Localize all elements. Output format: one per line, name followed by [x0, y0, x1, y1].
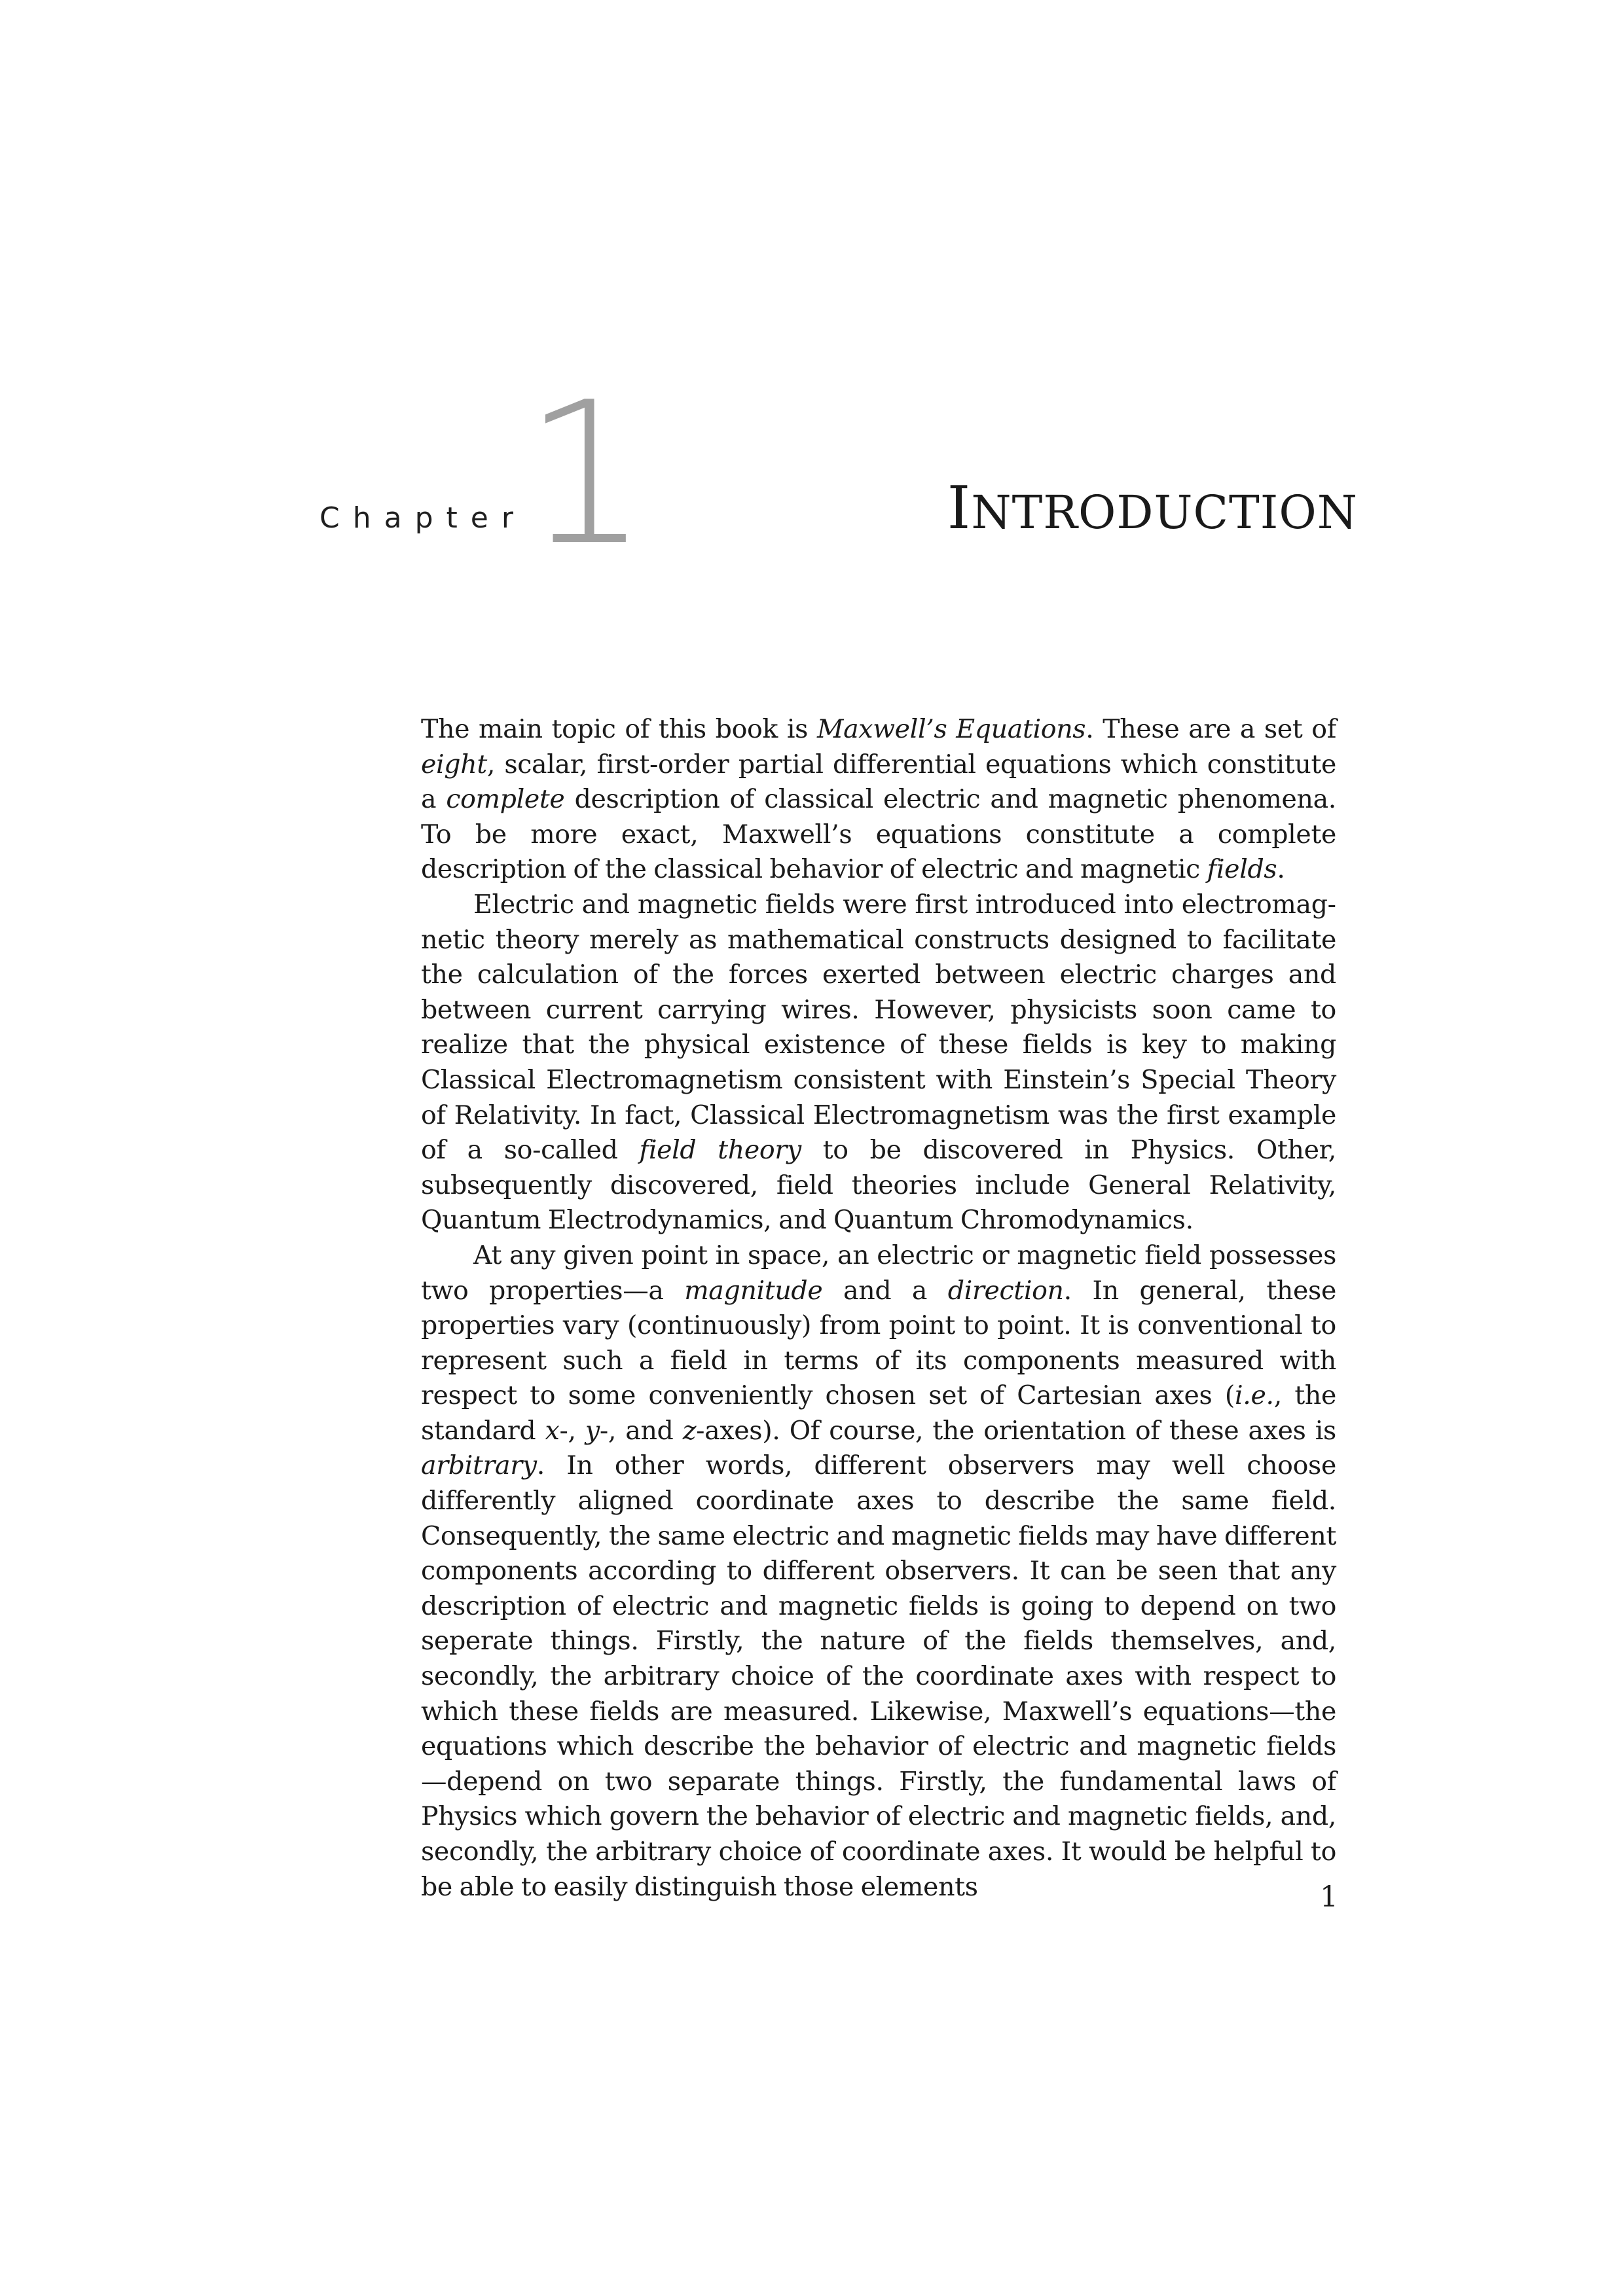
- emphasis: arbitrary: [421, 1450, 537, 1481]
- emphasis: eight: [421, 749, 487, 780]
- page-number: 1: [1320, 1880, 1338, 1914]
- body-text: [421, 712, 1336, 1905]
- paragraph-2: [421, 888, 1336, 1238]
- chapter-label: Chapter: [319, 501, 526, 535]
- text-run: .: [1277, 854, 1285, 885]
- math-variable: z: [682, 1415, 697, 1446]
- emphasis: magnitude: [684, 1275, 823, 1306]
- text-run: -, and: [599, 1415, 683, 1446]
- text-run: -axes). Of course, the orientation of these axes is: [696, 1415, 1336, 1446]
- emphasis: Maxwell’s Equations: [816, 714, 1086, 744]
- emphasis: field theory: [639, 1135, 801, 1166]
- emphasis: direction: [947, 1275, 1064, 1306]
- text-run: , the standard: [421, 1380, 1336, 1446]
- paragraph-3: [421, 1238, 1336, 1905]
- emphasis: complete: [446, 784, 565, 815]
- text-run: At any given point in space, an electric or magnetic field possesses two properties—a: [421, 1240, 1336, 1306]
- chapter-title-initial: I: [947, 474, 972, 543]
- text-run: . These are a set of: [1085, 714, 1336, 744]
- text-run: -,: [559, 1415, 585, 1446]
- emphasis: i.e.: [1234, 1380, 1274, 1411]
- text-run: and a: [822, 1275, 948, 1306]
- text-run: description of classical electric and magnetic phenomena. To be more exact, Maxwell’s equations constitute a complete description of the classical behavior of electric and magnetic: [421, 784, 1337, 885]
- text-run: The main topic of this book is: [421, 714, 817, 744]
- text-run: . In other words, different observers may well choose differently aligned coordinate axes to describe the same field. Consequently, the same electric and magnetic fields may have different components according to different observers. It can be seen that any description of electric and magnetic fields is going to depend on two seperate things. Firstly, the nature of the fields themselves, and, secondly, the arbitrary choice of the coordinate axes with respect to which these fields are measured. Likewise, Maxwell’s equations—the equations which describe the behavior of electric and magnetic fields—depend on two separate things. Firstly, the fundamental laws of Physics which govern the behavior of electric and magnetic fields, and, secondly, the arbitrary choice of coordinate axes. It would be helpful to be able to easily distinguish those elements: [421, 1450, 1336, 1902]
- text-run: . In general, these properties vary (continuously) from point to point. It is conventional to represent such a field in terms of its components measured with respect to some conveniently chosen set of Cartesian axes (: [421, 1275, 1336, 1411]
- paragraph-1: [421, 712, 1336, 888]
- chapter-title: [947, 474, 1358, 543]
- text-run: Electric and magnetic fields were first introduced into electromagnetic theory merely as mathematical constructs designed to facilitate the calculation of the forces exerted between electric charges and between current carrying wires. However, physicists soon came to realize that the physical existence of these fields is key to making Classical Electromagnetism consistent with Einstein’s Special Theory of Relativity. In fact, Classical Electromagnetism was the first example of a so-called: [421, 889, 1336, 1166]
- chapter-title-rest: NTRODUCTION: [971, 486, 1358, 539]
- math-variable: y: [585, 1415, 600, 1446]
- chapter-number: 1: [524, 360, 649, 588]
- math-variable: x: [545, 1415, 560, 1446]
- emphasis: fields: [1207, 854, 1277, 885]
- text-run: , scalar, first-order partial differential equations which constitute a: [421, 749, 1336, 815]
- text-run: to be discovered in Physics. Other, subsequently discovered, field theories include General Relativity, Quantum Electrodynamics, and Quantum Chromodynamics.: [421, 1135, 1336, 1236]
